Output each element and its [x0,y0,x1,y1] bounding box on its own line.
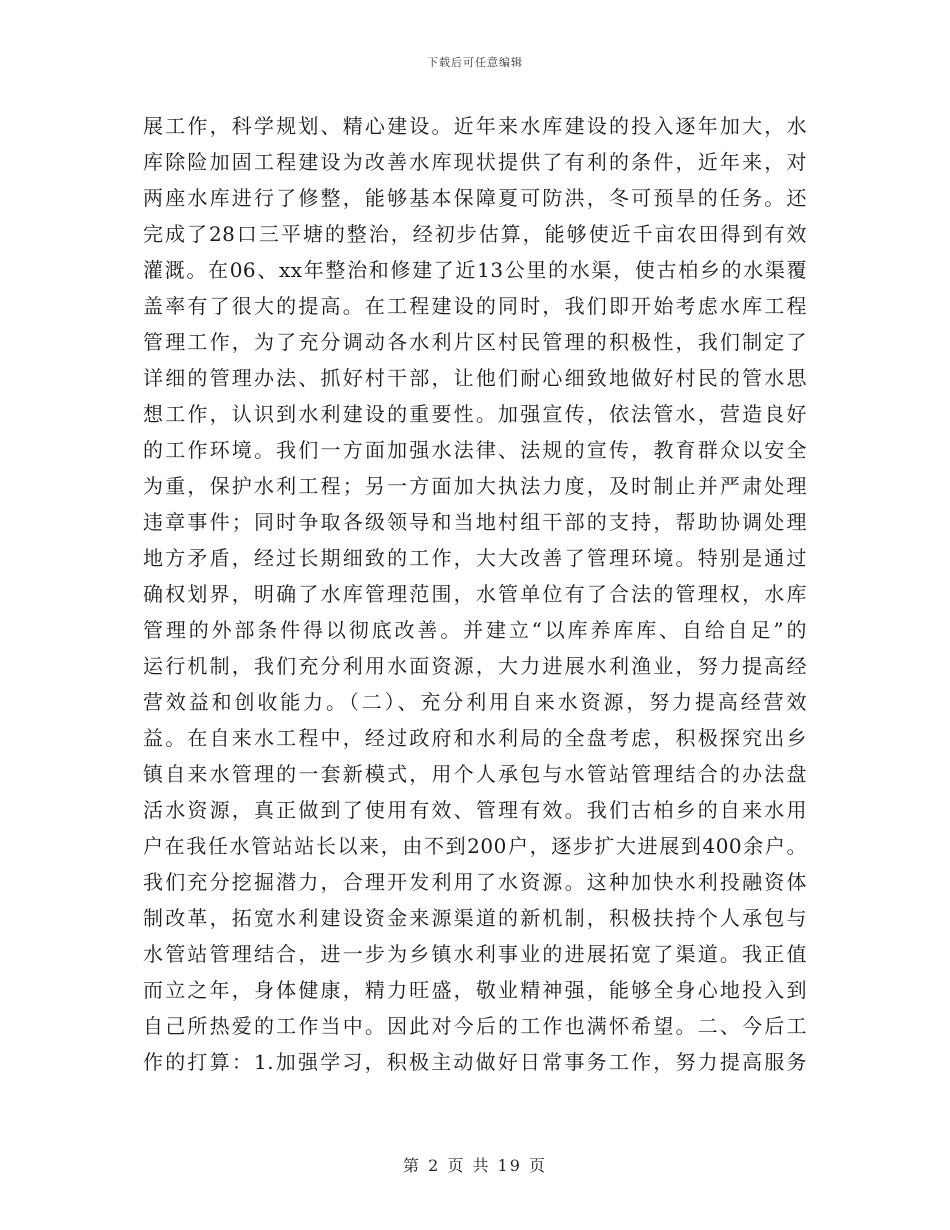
text-line: 益。在自来水工程中，经过政府和水利局的全盘考虑，积极探究出乡 [143,726,807,750]
page-number-footer: 第 2 页 共 19 页 [403,1156,547,1175]
text-line: 运行机制，我们充分利用水面资源，大力进展水利渔业，努力提高经 [143,654,807,678]
text-line: 地方矛盾，经过长期细致的工作，大大改善了管理环境。特别是通过 [143,546,807,570]
text-line: 自己所热爱的工作当中。因此对今后的工作也满怀希望。二、今后工 [143,1014,807,1038]
text-line: 为重，保护水利工程；另一方面加大执法力度，及时制止并严肃处理 [143,474,807,498]
text-line: 灌溉。在06、xx年整治和修建了近13公里的水渠，使古柏乡的水渠覆 [143,258,807,282]
page-header: 下载后可任意编辑 [427,56,523,69]
text-line: 而立之年，身体健康，精力旺盛，敬业精神强，能够全身心地投入到 [143,978,807,1002]
text-line: 两座水库进行了修整，能够基本保障夏可防洪，冬可预旱的任务。还 [143,186,807,210]
text-line: 活水资源，真正做到了使用有效、管理有效。我们古柏乡的自来水用 [143,798,807,822]
text-line: 镇自来水管理的一套新模式，用个人承包与水管站管理结合的办法盘 [143,762,807,786]
text-line: 管理的外部条件得以彻底改善。并建立“以库养库库、自给自足”的 [143,618,807,642]
text-line: 户在我任水管站站长以来，由不到200户，逐步扩大进展到400余户。 [143,834,807,858]
text-line: 营效益和创收能力。（二）、充分利用自来水资源，努力提高经营效 [143,690,807,714]
text-line: 确权划界，明确了水库管理范围，水管单位有了合法的管理权，水库 [143,582,807,606]
text-line: 详细的管理办法、抓好村干部，让他们耐心细致地做好村民的管水思 [143,366,807,390]
text-line: 的工作环境。我们一方面加强水法律、法规的宣传，教育群众以安全 [143,438,807,462]
body-text [143,108,807,1080]
text-line: 完成了28口三平塘的整治，经初步估算，能够使近千亩农田得到有效 [143,222,807,246]
text-line: 库除险加固工程建设为改善水库现状提供了有利的条件，近年来，对 [143,150,807,174]
text-line: 盖率有了很大的提高。在工程建设的同时，我们即开始考虑水库工程 [143,294,807,318]
text-line: 水管站管理结合，进一步为乡镇水利事业的进展拓宽了渠道。我正值 [143,942,807,966]
text-line: 制改革，拓宽水利建设资金来源渠道的新机制，积极扶持个人承包与 [143,906,807,930]
text-line: 展工作，科学规划、精心建设。近年来水库建设的投入逐年加大，水 [143,114,807,138]
text-line: 管理工作，为了充分调动各水利片区村民管理的积极性，我们制定了 [143,330,807,354]
text-line: 作的打算：1.加强学习，积极主动做好日常事务工作，努力提高服务 [143,1050,807,1074]
text-line: 违章事件；同时争取各级领导和当地村组干部的支持，帮助协调处理 [143,510,807,534]
text-line: 想工作，认识到水利建设的重要性。加强宣传，依法管水，营造良好 [143,402,807,426]
text-line: 我们充分挖掘潜力，合理开发利用了水资源。这种加快水利投融资体 [143,870,807,894]
